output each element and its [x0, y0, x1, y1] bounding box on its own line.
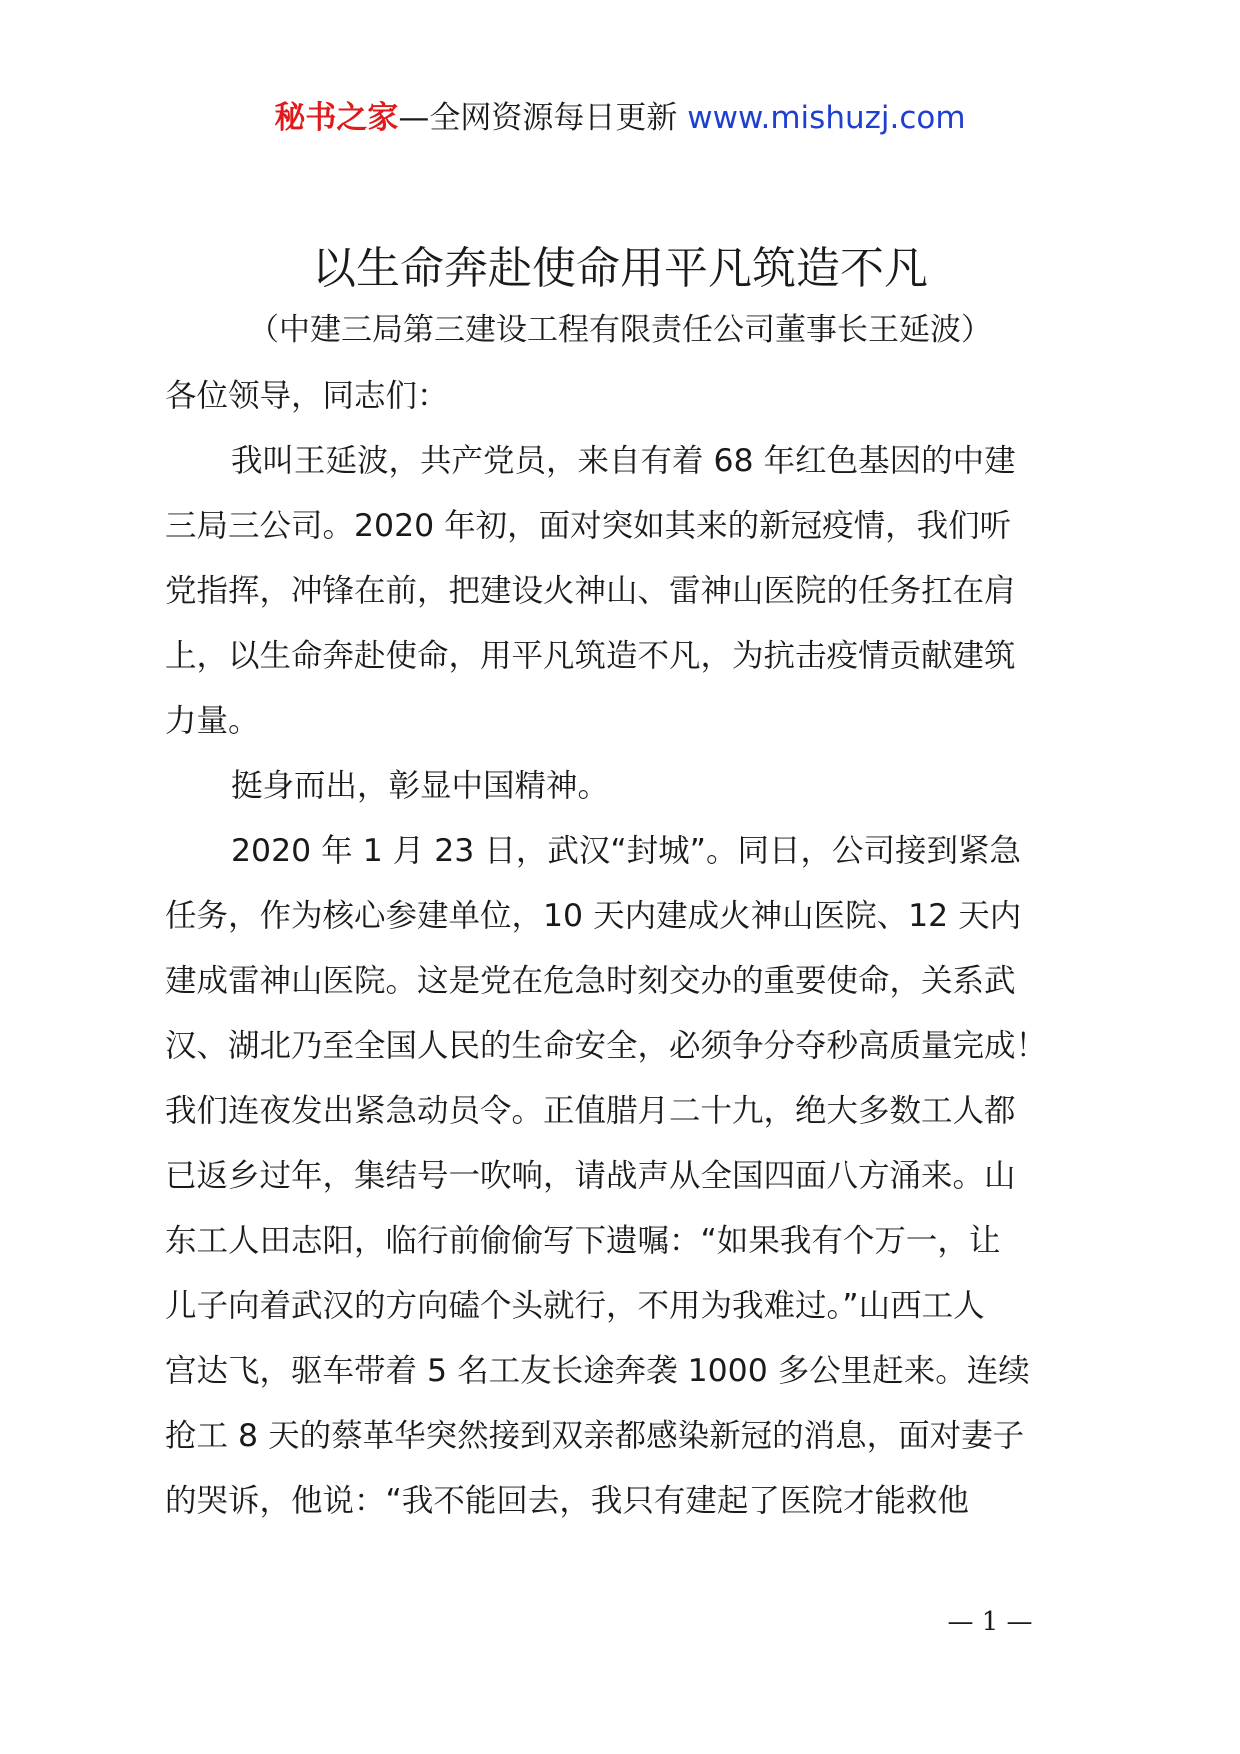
body-line: 2020 年 1 月 23 日，武汉“封城”。同日，公司接到紧急 [231, 833, 1021, 869]
body-line: 儿子向着武汉的方向磕个头就行，不用为我难过。”山西工人 [165, 1288, 985, 1324]
page-number: — 1 — [947, 1607, 1033, 1637]
site-url-link[interactable]: www.mishuzj.com [687, 100, 966, 136]
body-line: 抢工 8 天的蔡革华突然接到双亲都感染新冠的消息，面对妻子 [165, 1418, 1025, 1454]
site-header [0, 98, 1240, 138]
body-line: 三局三公司。2020 年初，面对突如其来的新冠疫情，我们听 [165, 508, 1012, 544]
body-line: 各位领导，同志们： [165, 378, 449, 414]
body-line: 宫达飞，驱车带着 5 名工友长途奔袭 1000 多公里赶来。连续 [165, 1353, 1030, 1389]
site-brand: 秘书之家 [274, 100, 399, 136]
body-line: 力量。 [165, 703, 260, 739]
body-line: 已返乡过年，集结号一吹响，请战声从全国四面八方涌来。山 [165, 1158, 1016, 1194]
body-line: 东工人田志阳，临行前偷偷写下遗嘱：“如果我有个万一，让 [165, 1223, 1001, 1259]
body-line: 建成雷神山医院。这是党在危急时刻交办的重要使命，关系武 [165, 963, 1016, 999]
body-line: 挺身而出，彰显中国精神。 [231, 768, 610, 804]
body-line: 党指挥，冲锋在前，把建设火神山、雷神山医院的任务扛在肩 [165, 573, 1016, 609]
document-body [165, 371, 1110, 1541]
body-line: 任务，作为核心参建单位，10 天内建成火神山医院、12 天内 [165, 898, 1022, 934]
body-line: 汉、湖北乃至全国人民的生命安全，必须争分夺秒高质量完成！ [165, 1028, 1048, 1064]
document-subtitle: （中建三局第三建设工程有限责任公司董事长王延波） [248, 312, 992, 348]
body-line: 我叫王延波，共产党员，来自有着 68 年红色基因的中建 [231, 443, 1016, 479]
body-line: 的哭诉，他说：“我不能回去，我只有建起了医院才能救他 [165, 1483, 969, 1519]
body-line: 上，以生命奔赴使命，用平凡筑造不凡，为抗击疫情贡献建筑 [165, 638, 1016, 674]
site-tagline: —全网资源每日更新 [398, 100, 678, 136]
body-line: 我们连夜发出紧急动员令。正值腊月二十九，绝大多数工人都 [165, 1093, 1016, 1129]
document-title: 以生命奔赴使命用平凡筑造不凡 [312, 243, 928, 294]
